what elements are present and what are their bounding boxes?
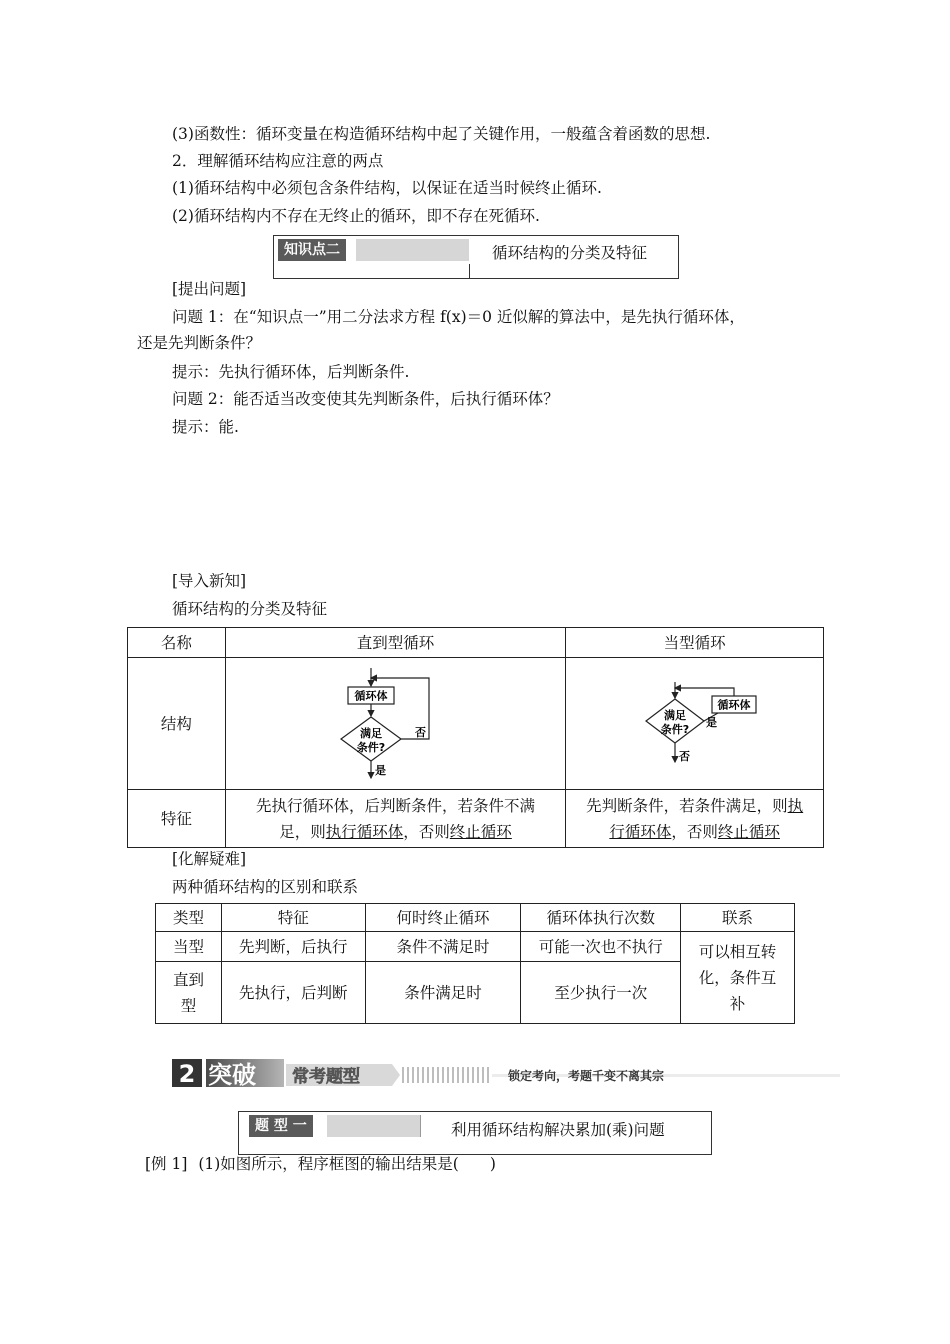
while-feature-summary: 先判断，后执行 (221, 932, 365, 962)
banner-sub: 常考题型 (292, 1067, 360, 1087)
while-terminate-summary: 条件不满足时 (365, 932, 521, 962)
newknow-heading: [导入新知] (172, 572, 247, 590)
answer-2: 提示：能. (172, 418, 239, 436)
until-execute-text: 执行循环体 (325, 822, 404, 841)
while-execute-text: 行循环体 (609, 822, 672, 841)
banner-slogan: 锁定考向，考题千变不离其宗 (508, 1069, 665, 1083)
until-cond-line2: 条件? (356, 740, 385, 754)
questions-heading: [提出问题] (172, 280, 247, 298)
while-loop-body-text: 循环体 (717, 698, 751, 711)
section-banner (172, 1056, 840, 1090)
while-feature-cell (566, 790, 824, 848)
col-type: 类型 (156, 904, 222, 932)
until-loop-body-text: 循环体 (354, 689, 388, 702)
col-feature: 特征 (221, 904, 365, 932)
until-flowchart-cell (225, 658, 565, 790)
answer-1: 提示：先执行循环体，后判断条件. (172, 363, 410, 381)
question-1-line2: 还是先判断条件？ (137, 334, 262, 352)
until-loop-flowchart (331, 668, 461, 780)
intro-p3: (3)函数性：循环变量在构造循环结构中起了关键作用，一般蕴含着函数的思想. (172, 125, 711, 143)
col-exec-count: 循环体执行次数 (521, 904, 681, 932)
while-flowchart-cell (566, 658, 824, 790)
while-terminate-text: 终止循环 (717, 822, 780, 841)
while-exec-summary: 可能一次也不执行 (521, 932, 681, 962)
while-feature-line1: 先判断条件，若条件满足，则执 (586, 796, 804, 815)
until-feature-cell (225, 790, 565, 848)
resolve-subtitle: 两种循环结构的区别和联系 (172, 878, 359, 896)
while-cond-line1: 满足 (663, 708, 686, 722)
while-type-cell: 当型 (156, 932, 222, 962)
resolve-heading: [化解疑难] (172, 850, 247, 868)
row-feature-label: 特征 (128, 790, 226, 848)
knowledge-point-box (273, 235, 679, 279)
while-back-arrow (675, 688, 734, 696)
until-feature-line2: 足，则执行循环体，否则终止循环 (279, 822, 512, 841)
while-feature-line2: 行循环体，否则终止循环 (609, 822, 780, 841)
while-loop-flowchart (630, 668, 760, 780)
intro-p1: (1)循环结构中必须包含条件结构，以保证在适当时候终止循环. (172, 179, 602, 197)
until-feature-summary: 先执行，后判断 (221, 962, 365, 1024)
question-type-label: 题 型 一 (249, 1115, 313, 1137)
loop-comparison-table (155, 903, 795, 1024)
knowledge-point-title: 循环结构的分类及特征 (492, 244, 648, 262)
newknow-subtitle: 循环结构的分类及特征 (172, 600, 328, 618)
intro-heading-2: 2．理解循环结构应注意的两点 (172, 152, 384, 170)
col-relation: 联系 (681, 904, 795, 932)
example-line (145, 1154, 496, 1174)
until-type-cell: 直到 型 (156, 962, 222, 1024)
until-cond-line1: 满足 (359, 726, 382, 740)
banner-main: 突破 (208, 1061, 256, 1089)
until-exec-summary: 至少执行一次 (521, 962, 681, 1024)
question-2: 问题 2：能否适当改变使其先判断条件，后执行循环体？ (172, 390, 559, 408)
intro-p2: (2)循环结构内不存在无终止的循环，即不存在死循环. (172, 207, 540, 225)
question-type-box (238, 1111, 712, 1155)
banner-graphic (172, 1056, 840, 1090)
question-type-title: 利用循环结构解决累加(乘)问题 (451, 1121, 665, 1139)
example-text: (1)如图所示，程序框图的输出结果是( ) (198, 1155, 496, 1173)
row-structure-label: 结构 (128, 658, 226, 790)
example-tag: [例 1] (145, 1155, 188, 1173)
while-yes-label: 是 (705, 715, 717, 729)
until-yes-label: 是 (374, 763, 386, 777)
header-until: 直到型循环 (225, 628, 565, 658)
header-name: 名称 (128, 628, 226, 658)
label-strip (356, 239, 469, 261)
loop-types-table (127, 627, 824, 848)
while-cond-line2: 条件? (660, 722, 689, 736)
header-while: 当型循环 (566, 628, 824, 658)
question-1-line1: 问题 1：在“知识点一”用二分法求方程 f(x)＝0 近似解的算法中，是先执行循环体， (172, 308, 745, 326)
until-terminate-summary: 条件满足时 (365, 962, 521, 1024)
knowledge-point-label: 知识点二 (278, 239, 346, 261)
relation-cell: 可以相互转 化，条件互 补 (681, 932, 795, 1024)
while-no-label: 否 (678, 749, 690, 763)
until-no-label: 否 (414, 725, 426, 739)
banner-number: 2 (178, 1060, 196, 1088)
type-label-strip (327, 1115, 420, 1137)
col-when-terminate: 何时终止循环 (365, 904, 521, 932)
until-feature-line1: 先执行循环体，后判断条件，若条件不满 (256, 796, 536, 815)
until-terminate-text: 终止循环 (449, 822, 512, 841)
